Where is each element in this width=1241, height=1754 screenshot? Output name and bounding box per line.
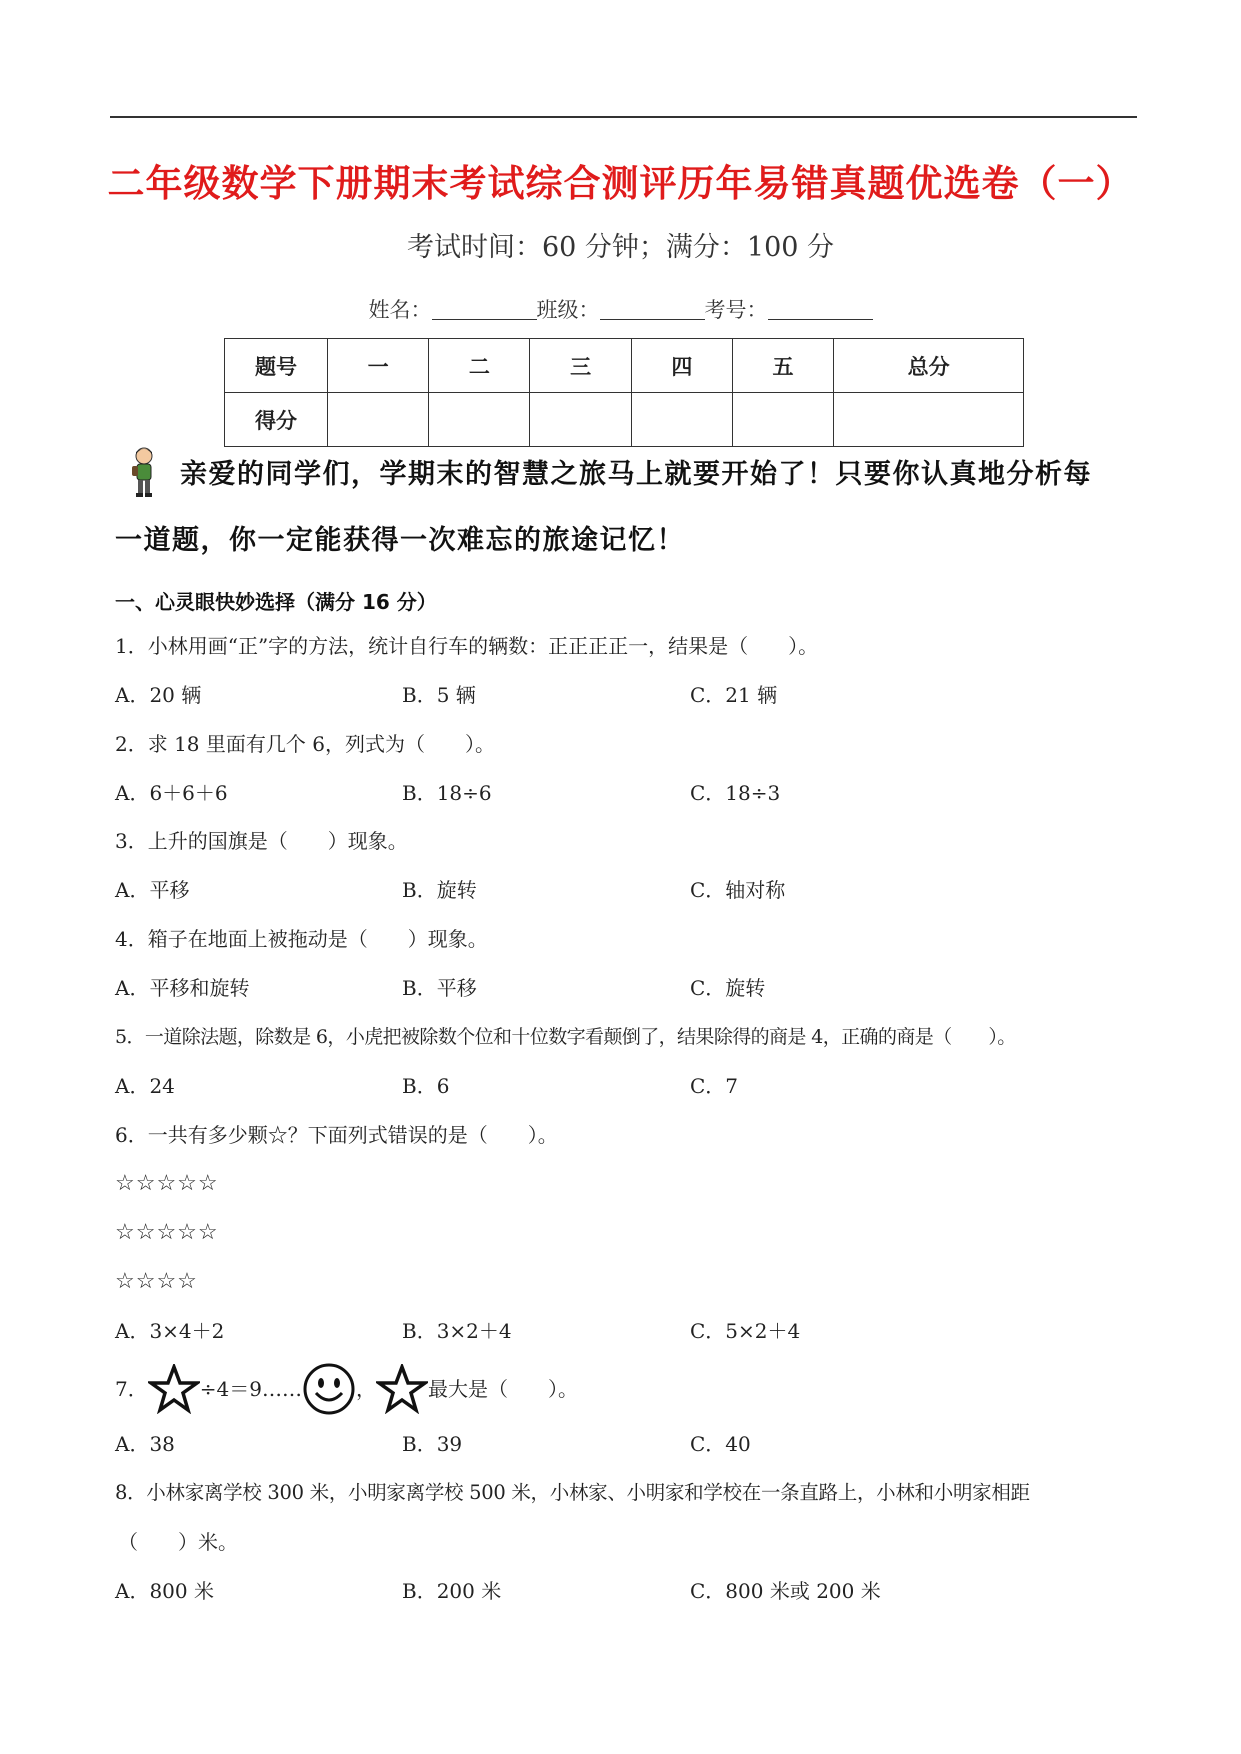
student-info-line	[0, 295, 1241, 325]
question-7	[115, 1361, 1145, 1417]
q7-number: 7．	[115, 1377, 148, 1401]
q8-option-a: A．800 米	[115, 1579, 214, 1603]
score-row-label: 得分	[225, 393, 328, 447]
score-cell	[429, 393, 530, 447]
class-label: 班级：	[536, 298, 600, 322]
intro-line-2: 一道题，你一定能获得一次难忘的旅途记忆！	[115, 525, 685, 556]
q6-stars-row-3: ☆☆☆☆	[115, 1269, 198, 1294]
q1-option-b: B．5 辆	[402, 683, 476, 707]
question-1: 1．小林用画“正”字的方法，统计自行车的辆数：正正正正一，结果是（ ）。	[115, 634, 819, 658]
score-cell	[530, 393, 631, 447]
q7-tail: 最大是（ ）。	[427, 1377, 578, 1401]
exam-title: 二年级数学下册期末考试综合测评历年易错真题优选卷（一）	[107, 161, 1134, 205]
name-blank	[432, 297, 537, 320]
q6-stars-row-2: ☆☆☆☆☆	[115, 1220, 219, 1245]
question-6: 6．一共有多少颗☆？下面列式错误的是（ ）。	[115, 1123, 558, 1147]
score-header-cell: 题号	[225, 339, 328, 393]
q1-option-c: C．21 辆	[690, 683, 778, 707]
question-3: 3．上升的国旗是（ ）现象。	[115, 829, 408, 853]
q4-option-a: A．平移和旋转	[115, 976, 250, 1000]
question-5: 5．一道除法题，除数是 6，小虎把被除数个位和十位数字看颠倒了，结果除得的商是 4，正确的商是（ ）。	[115, 1026, 1016, 1048]
q2-option-c: C．18÷3	[690, 781, 781, 805]
q7-option-b: B．39	[402, 1432, 463, 1456]
question-4: 4．箱子在地面上被拖动是（ ）现象。	[115, 927, 488, 951]
score-header-cell: 四	[631, 339, 732, 393]
score-header-cell: 五	[732, 339, 833, 393]
score-cell	[834, 393, 1024, 447]
class-blank	[600, 297, 705, 320]
q6-stars-row-1: ☆☆☆☆☆	[115, 1171, 219, 1196]
top-rule	[110, 116, 1137, 118]
q7-division: ÷4＝9……	[199, 1377, 302, 1401]
question-8-continuation: （ ）米。	[118, 1530, 238, 1554]
q4-option-b: B．平移	[402, 976, 477, 1000]
q7-option-c: C．40	[690, 1432, 751, 1456]
q2-option-b: B．18÷6	[402, 781, 492, 805]
q6-option-a: A．3×4＋2	[115, 1319, 225, 1343]
q2-option-a: A．6＋6＋6	[115, 781, 228, 805]
score-table	[224, 338, 1024, 447]
score-header-cell: 二	[429, 339, 530, 393]
q5-option-b: B．6	[402, 1074, 450, 1098]
score-header-cell: 三	[530, 339, 631, 393]
q7-separator: ，	[355, 1377, 376, 1401]
score-cell	[631, 393, 732, 447]
name-label: 姓名：	[368, 298, 432, 322]
q8-option-c: C．800 米或 200 米	[690, 1579, 881, 1603]
q5-option-c: C．7	[690, 1074, 739, 1098]
q3-option-c: C．轴对称	[690, 878, 786, 902]
q6-option-b: B．3×2＋4	[402, 1319, 512, 1343]
q4-option-c: C．旋转	[690, 976, 766, 1000]
q3-option-a: A．平移	[115, 878, 190, 902]
star-icon	[148, 1364, 200, 1414]
score-cell	[732, 393, 833, 447]
section-1-heading: 一、心灵眼快妙选择（满分 16 分）	[115, 590, 437, 614]
q5-option-a: A．24	[115, 1074, 175, 1098]
smiley-face-icon	[302, 1362, 356, 1416]
score-table-score-row	[225, 393, 1024, 447]
question-8: 8．小林家离学校 300 米，小明家离学校 500 米，小林家、小明家和学校在一条直路上，小林和小明家相距	[115, 1481, 1030, 1504]
score-table-header-row	[225, 339, 1024, 393]
q1-option-a: A．20 辆	[115, 683, 202, 707]
star-icon	[376, 1364, 428, 1414]
score-header-cell: 一	[328, 339, 429, 393]
question-2: 2．求 18 里面有几个 6，列式为（ ）。	[115, 732, 495, 756]
score-cell	[328, 393, 429, 447]
exam-subtitle: 考试时间：60 分钟；满分：100 分	[406, 232, 835, 263]
score-header-cell: 总分	[834, 339, 1024, 393]
id-label: 考号：	[704, 298, 768, 322]
student-mascot-icon	[126, 446, 162, 498]
id-blank	[768, 297, 873, 320]
q7-option-a: A．38	[115, 1432, 175, 1456]
q3-option-b: B．旋转	[402, 878, 477, 902]
intro-line-1: 亲爱的同学们，学期末的智慧之旅马上就要开始了！只要你认真地分析每	[180, 459, 1092, 490]
q6-option-c: C．5×2＋4	[690, 1319, 801, 1343]
q8-option-b: B．200 米	[402, 1579, 502, 1603]
